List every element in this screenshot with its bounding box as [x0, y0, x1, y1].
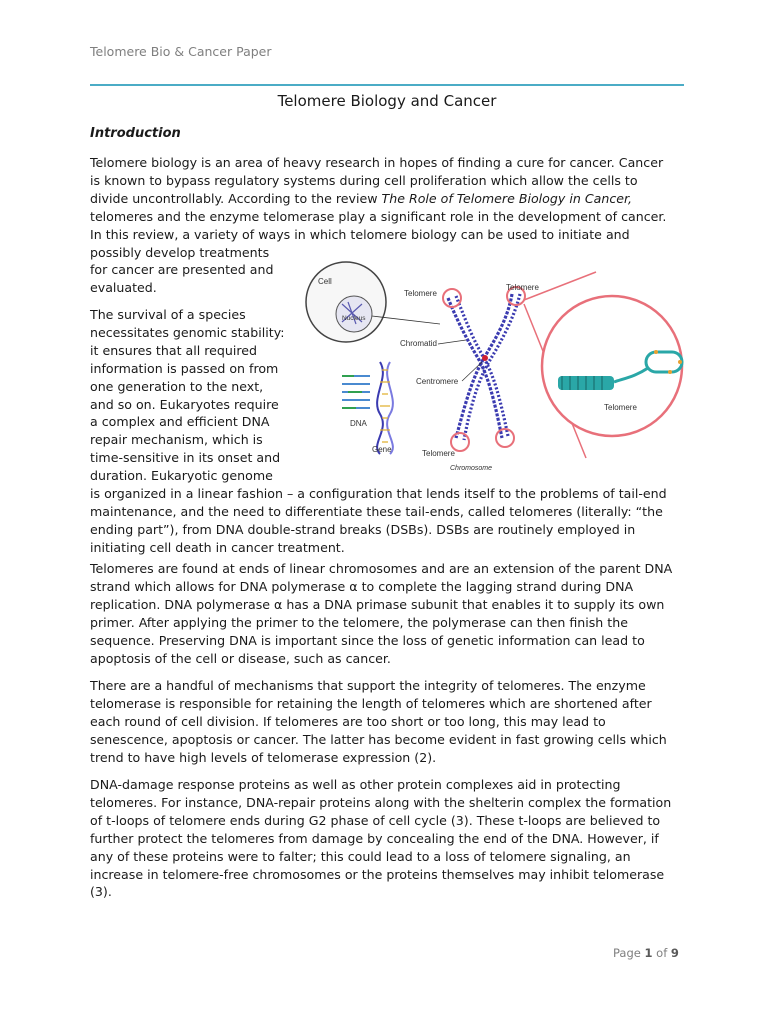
telomere-highlight [496, 429, 514, 447]
label-telomere-top-right: Telomere [506, 283, 539, 292]
text-line: In this review, a variety of ways in which telomere biology can be used to initiate and [90, 226, 630, 242]
text-line: DNA-damage response proteins as well as other protein complexes aid in protecting [90, 777, 621, 792]
figure-illustration [296, 258, 684, 478]
header-rule [90, 84, 684, 86]
chromosome-shape [448, 294, 520, 440]
text-line: one generation to the next, [90, 378, 264, 394]
text-line: telomeres and the enzyme telomerase play a significant role in the development of cancer. [90, 208, 667, 224]
label-dna: DNA [350, 419, 367, 428]
text-line: maintenance, and the need to differentiate these tail-ends, called telomeres (literally: “the [90, 503, 663, 519]
telomere-zoom-circle [542, 296, 682, 436]
label-gene: Gene [372, 445, 392, 454]
current-page: 1 [644, 946, 653, 960]
page-prefix: Page [613, 946, 645, 960]
text-line: The survival of a species [90, 307, 246, 322]
text-line: replication. DNA polymerase α has a DNA primase subunit that enables it to supply its own [90, 596, 665, 612]
total-pages: 9 [670, 946, 679, 960]
label-chromatid: Chromatid [400, 339, 437, 348]
text-line: ending part”), from DNA double-strand breaks (DSBs). DSBs are routinely employed in [90, 521, 636, 537]
text-line: duration. Eukaryotic genome [90, 468, 273, 484]
text-line: repair mechanism, which is [90, 432, 263, 448]
label-chromosome: Chromosome [450, 465, 493, 472]
section-heading-introduction: Introduction [90, 126, 181, 141]
text-line: Telomeres are found at ends of linear chromosomes and are an extension of the parent DNA [90, 561, 673, 576]
text-line: telomerase is responsible for retaining the length of telomeres which are shortened after [90, 695, 652, 711]
text-line: possibly develop treatments [90, 244, 270, 260]
label-nucleus: Nucleus [342, 315, 366, 322]
text-segment: divide uncontrollably. According to the review [90, 190, 382, 206]
label-telomere-top-left: Telomere [404, 289, 437, 298]
text-line: (3). [90, 884, 112, 900]
text-line: initiating cell death in cancer treatment. [90, 539, 345, 555]
text-line: evaluated. [90, 280, 157, 296]
text-line: further protect the telomeres from damage by concealing the end of the DNA. However, if [90, 830, 659, 846]
callout-line-centromere [462, 362, 482, 381]
text-line: information is passed on from [90, 360, 279, 376]
text-line: apoptosis of the cell or disease, such as cancer. [90, 650, 391, 666]
text-line: trend to have high levels of telomerase expression (2). [90, 749, 437, 765]
text-line: primer. After applying the primer to the telomere, the polymerase can then finish the [90, 614, 628, 630]
label-telomere-bottom: Telomere [422, 449, 455, 458]
callout-line-chromatid [438, 340, 466, 344]
running-header: Telomere Bio & Cancer Paper [90, 44, 272, 59]
text-line: it ensures that all required [90, 342, 257, 358]
label-telomere-zoom: Telomere [604, 403, 637, 412]
paragraph-3 [90, 560, 680, 667]
text-line: increase in telomere-free chromosomes or the proteins themselves may inhibit telomerase [90, 866, 665, 882]
paragraph-4 [90, 677, 680, 767]
paragraph-5 [90, 776, 680, 901]
text-line: for cancer are presented and [90, 262, 274, 278]
text-line: time-sensitive in its onset and [90, 450, 281, 466]
page-of-label: of [652, 946, 671, 960]
dna-helix [377, 362, 393, 454]
text-line: is known to bypass regulatory systems during cell proliferation which allow the cells to [90, 172, 638, 188]
document-title: Telomere Biology and Cancer [277, 92, 497, 110]
dna-base-pairs [342, 376, 370, 408]
text-line: each round of cell division. If telomeres are too short or too long, this may lead to [90, 713, 606, 729]
text-line: sequence. Preserving DNA is important since the loss of genetic information can lead to [90, 632, 645, 648]
text-line [90, 190, 680, 208]
text-line: a complex and efficient DNA [90, 414, 270, 430]
text-line: of t-loops of telomere ends during G2 phase of cell cycle (3). These t-loops are believed to [90, 812, 661, 828]
text-line: telomeres. For instance, DNA-repair proteins along with the shelterin complex the formation [90, 794, 672, 810]
page-number [613, 946, 679, 960]
cited-review-title: The Role of Telomere Biology in Cancer, [381, 190, 633, 206]
text-line: Telomere biology is an area of heavy research in hopes of finding a cure for cancer. Cancer [90, 155, 664, 170]
text-line: any of these proteins were to falter; this could lead to a loss of telomere signaling, an [90, 848, 631, 864]
text-line: necessitates genomic stability: [90, 324, 285, 340]
text-line: and so on. Eukaryotes require [90, 396, 279, 412]
centromere-dot [482, 355, 488, 361]
text-line: senescence, apoptosis or cancer. The latter has become evident in fast growing cells which [90, 731, 667, 747]
label-cell: Cell [318, 277, 332, 286]
text-line: is organized in a linear fashion – a configuration that lends itself to the problems of tail-end [90, 486, 667, 502]
text-line: strand which allows for DNA polymerase α to complete the lagging strand during DNA [90, 578, 634, 594]
label-centromere: Centromere [416, 377, 459, 386]
text-line: There are a handful of mechanisms that support the integrity of telomeres. The enzyme [90, 678, 646, 693]
telomere-chromosome-figure [296, 258, 684, 478]
